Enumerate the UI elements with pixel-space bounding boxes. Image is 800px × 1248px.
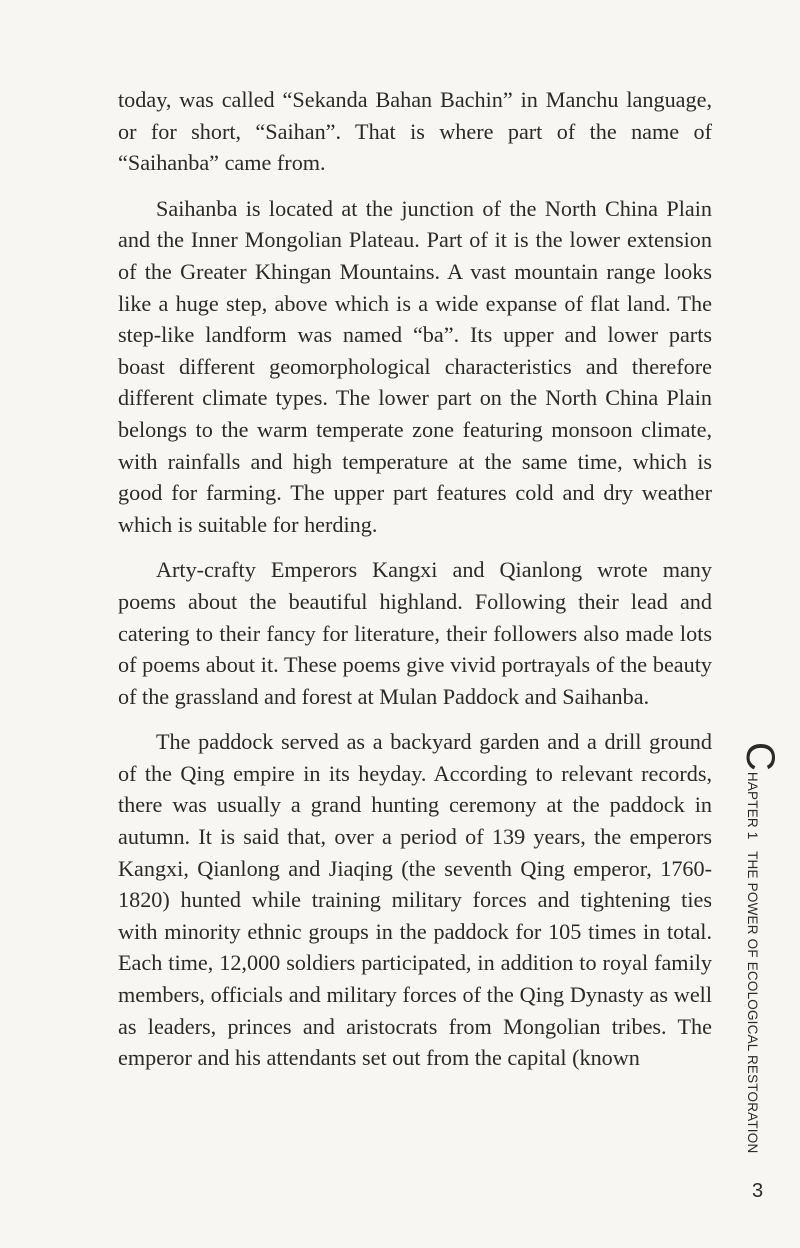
- chapter-running-head: [738, 742, 788, 1154]
- page-number: 3: [752, 1180, 764, 1202]
- paragraph-3: Arty-crafty Emperors Kangxi and Qianlong wrote many poems about the beautiful highland. Following their lead and catering to their fancy for literature, their followers also made lots of poems about it. These poems give vivid portrayals of the beauty of the grassland and forest at Mulan Paddock and Saihanba.: [118, 557, 712, 709]
- chapter-title: HAPTER 1 THE POWER OF ECOLOGICAL RESTORATION: [745, 771, 761, 1154]
- body-text: [118, 84, 712, 1074]
- paragraph-4: The paddock served as a backyard garden and a drill ground of the Qing empire in its heyday. According to relevant records, there was usually a grand hunting ceremony at the paddock in autumn. It is said that, over a period of 139 years, the emperors Kangxi, Qianlong and Jiaqing (the seventh Qing emperor, 1760-1820) hunted while training military forces and tightening ties with minority ethnic groups in the paddock for 105 times in total. Each time, 12,000 soldiers participated, in addition to royal family members, officials and military forces of the Qing Dynasty as well as leaders, princes and aristocrats from Mongolian tribes. The emperor and his attendants set out from the capital (known: [118, 729, 712, 1071]
- paragraph-1: today, was called “Sekanda Bahan Bachin” in Manchu language, or for short, “Saihan”. That is where part of the name of “Saihanba” came from.: [118, 87, 712, 176]
- paragraph-2: Saihanba is located at the junction of the North China Plain and the Inner Mongolian Plateau. Part of it is the lower extension of the Greater Khingan Mountains. A vast mountain range looks like a huge step, above which is a wide expanse of flat land. The step-like landform was named “ba”. Its upper and lower parts boast different geomorphological characteristics and therefore different climate types. The lower part on the North China Plain belongs to the warm temperate zone featuring monsoon climate, with rainfalls and high temperature at the same time, which is good for farming. The upper part features cold and dry weather which is suitable for herding.: [118, 195, 712, 537]
- chapter-initial: C: [738, 742, 782, 771]
